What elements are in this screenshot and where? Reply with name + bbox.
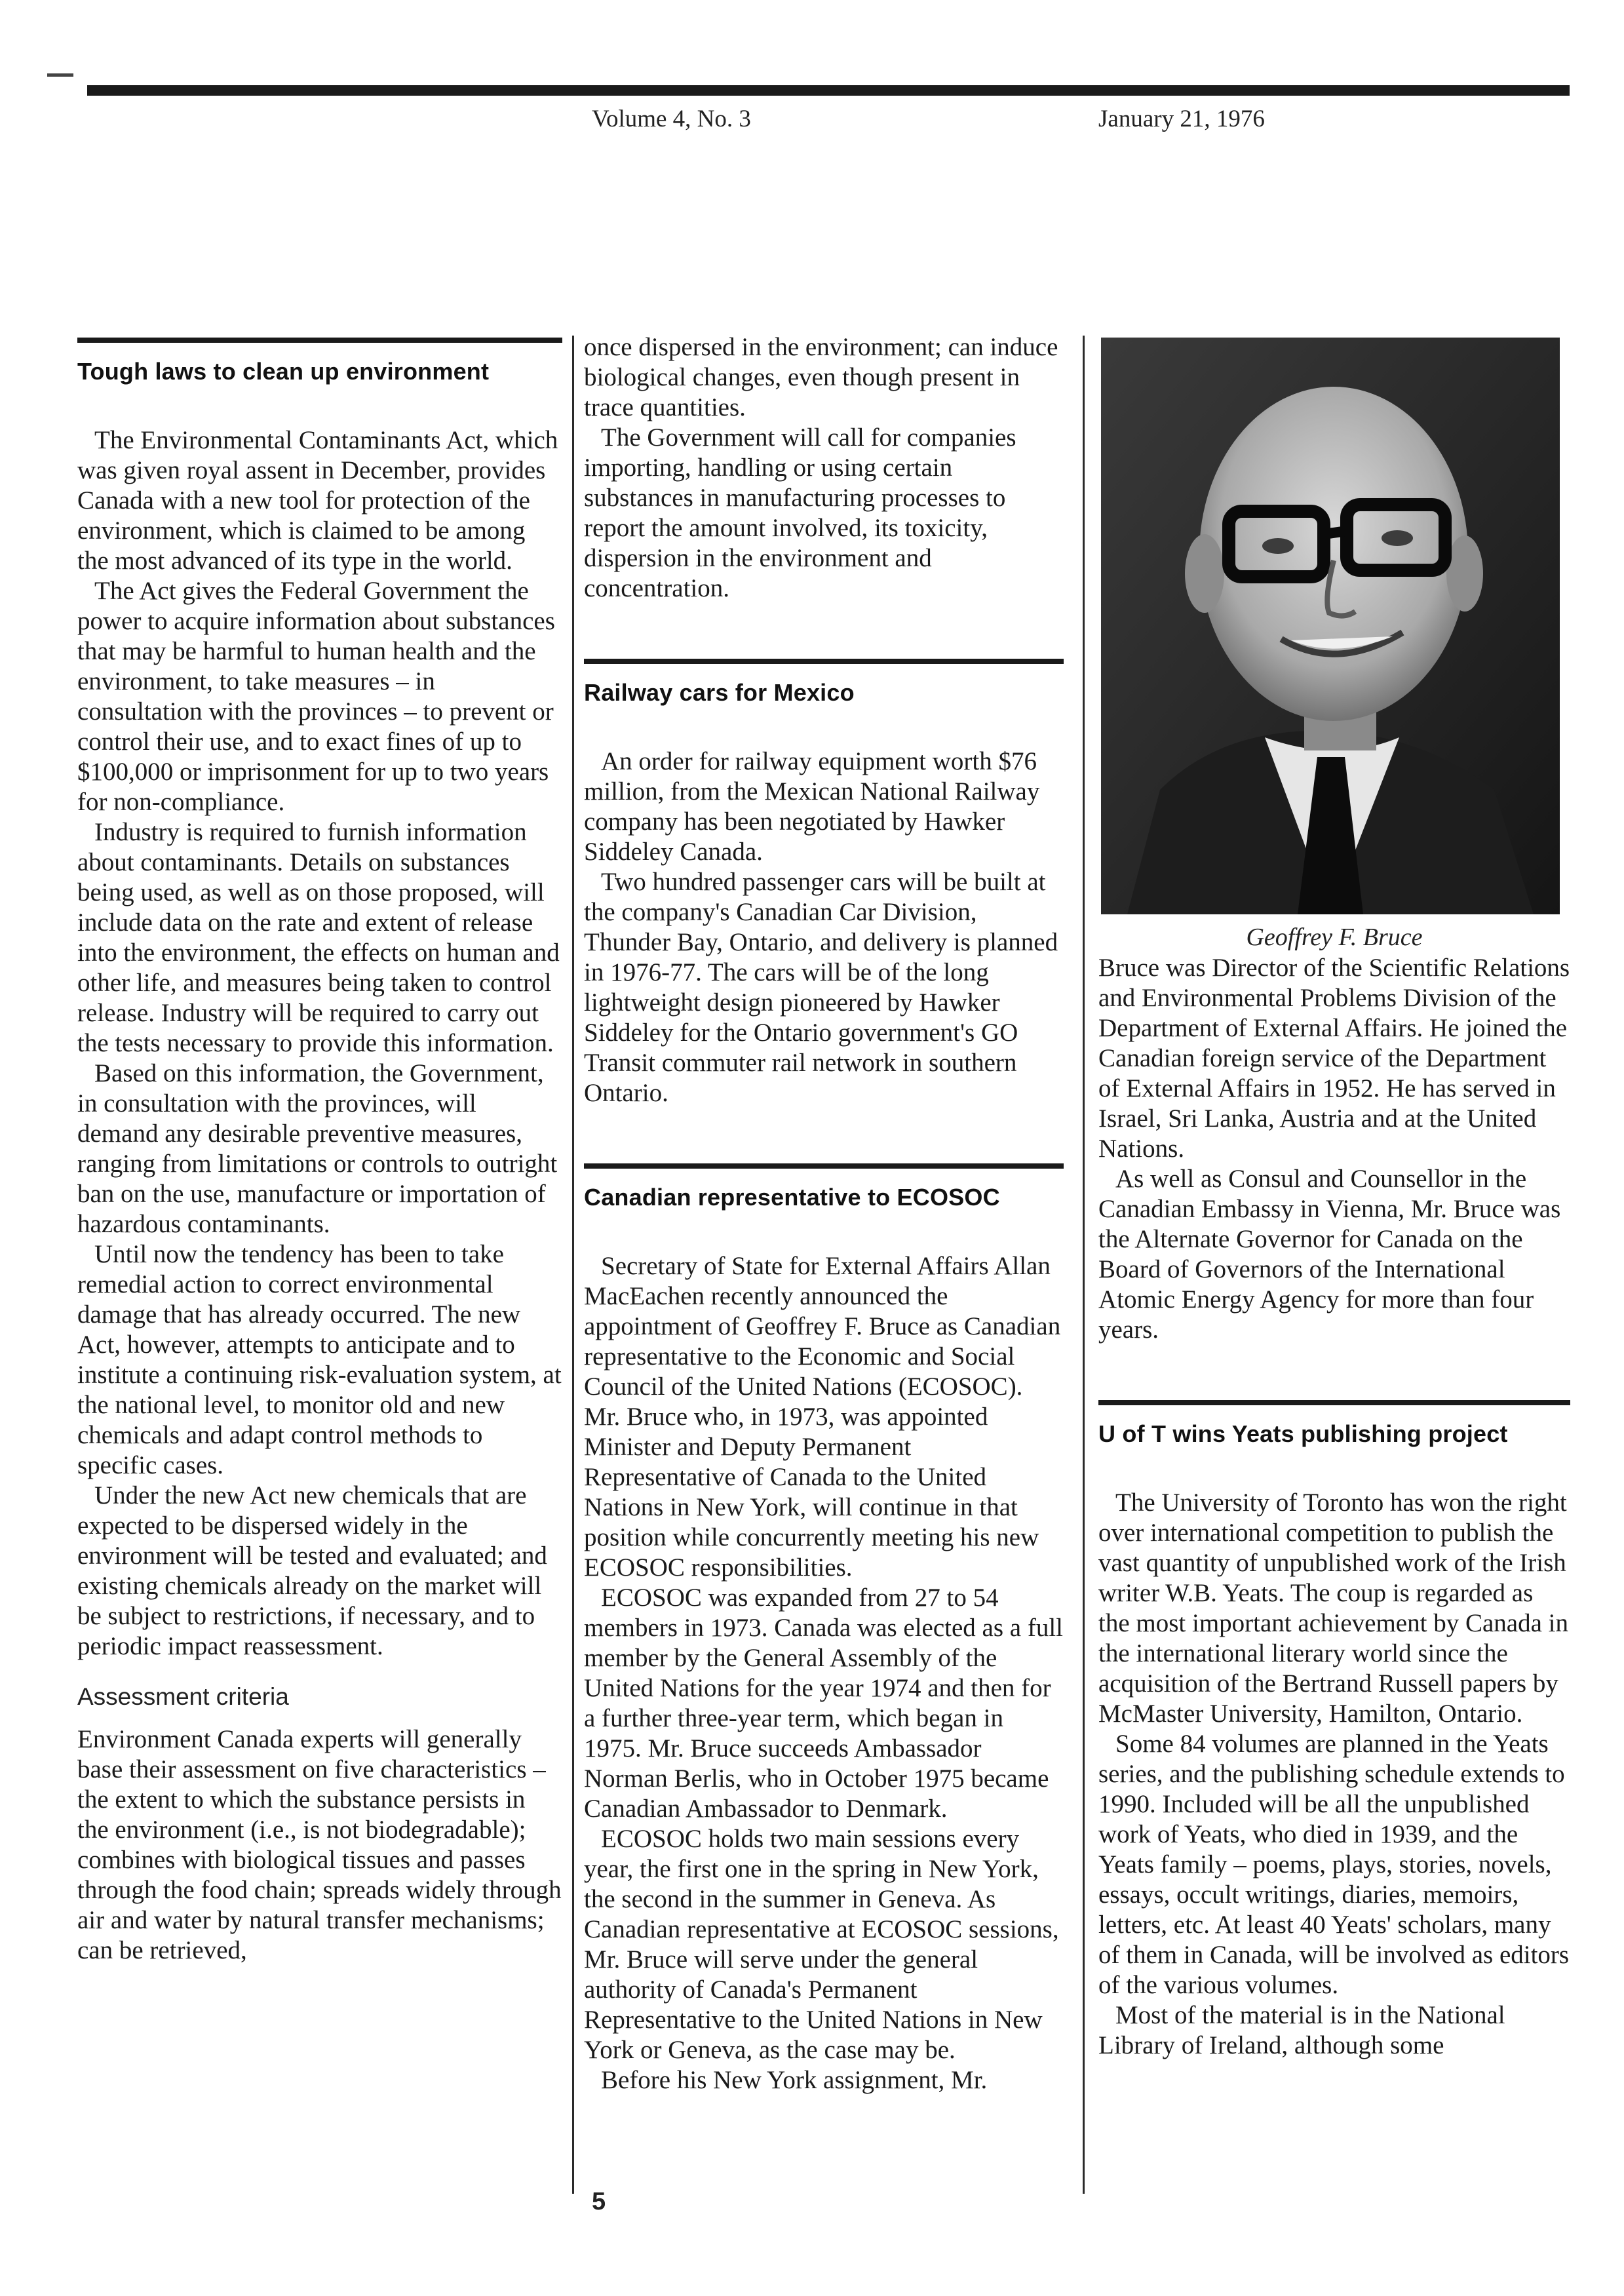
paragraph: As well as Consul and Counsellor in the Canadian Embassy in Vienna, Mr. Bruce was the Alternate Governor for Canada on the Board of Governors of the International Atomic Energy Agency for more than four years. — [1098, 1165, 1561, 1344]
paragraph: Before his New York assignment, Mr. — [601, 2066, 988, 2094]
edge-mark — [47, 73, 73, 77]
article-headline: Tough laws to clean up environment — [77, 358, 490, 385]
paragraph: ECOSOC was expanded from 27 to 54 members in 1973. Canada was elected as a full member by the General Assembly of the United Nations for the year 1974 and then for a further three-year term, which began in 1975. Mr. Bruce succeeds Ambassador Norman Berlis, who in October 1975 became Canadian Ambassador to Denmark. — [584, 1584, 1064, 1823]
column-divider — [572, 336, 574, 2194]
headline-rule — [584, 659, 1064, 664]
paragraph: The Act gives the Federal Government the power to acquire information about substances that may be harmful to human health and the environment, to take measures – in consultation with the provinces – to prevent or control their use, and to exact fines of up to $100,000 or imprisonment for up to two years for non-compliance. — [77, 577, 555, 816]
photo-caption: Geoffrey F. Bruce — [1246, 924, 1423, 951]
paragraph: ECOSOC holds two main sessions every year, the first one in the spring in New York, the second in the summer in Geneva. As Canadian representative at ECOSOC sessions, Mr. Bruce will serve under the general authority of Canada's Permanent Representative to the United Nations in New York or Geneva, as the case may be. — [584, 1825, 1059, 2064]
paragraph: Most of the material is in the National Library of Ireland, although some — [1098, 2001, 1505, 2059]
article-headline: Railway cars for Mexico — [584, 679, 855, 706]
article-headline: U of T wins Yeats publishing project — [1098, 1420, 1508, 1447]
masthead-rule — [87, 85, 1570, 96]
headline-rule — [77, 338, 562, 343]
paragraph: Some 84 volumes are planned in the Yeats series, and the publishing schedule extends to 1990. Included will be all the unpublished work of Yeats, who died in 1939, and the Yeats family – poems, plays, stories, novels, essays, occult writings, diaries, memoirs, letters, etc. At least 40 Yeats' scholars, many of them in Canada, will be involved as editors of the various volumes. — [1098, 1730, 1570, 1999]
volume-number: Volume 4, No. 3 — [592, 106, 751, 132]
column-3 — [1098, 338, 1570, 2061]
portrait-photo — [1101, 338, 1560, 914]
paragraph: Two hundred passenger cars will be built at the company's Canadian Car Division, Thunder Bay, Ontario, and delivery is planned in 1976-77. The cars will be of the long lightweight design pioneered by Hawker Siddeley for the Ontario government's GO Transit commuter rail network in southern Ontario. — [584, 868, 1058, 1107]
issue-date: January 21, 1976 — [1098, 106, 1265, 132]
paragraph: An order for railway equipment worth $76 million, from the Mexican National Railway company has been negotiated by Hawker Siddeley Canada. — [584, 747, 1040, 866]
headline-rule — [584, 1163, 1064, 1169]
paragraph: Until now the tendency has been to take remedial action to correct environmental damage that has already occurred. The new Act, however, attempts to anticipate and to institute a continuing risk-evaluation system, at the national level, to monitor old and new chemicals and adapt control methods to specific cases. — [77, 1240, 562, 1479]
column-divider — [1083, 336, 1085, 2194]
paragraph: The Environmental Contaminants Act, which was given royal assent in December, provides Canada with a new tool for protection of the environment, which is claimed to be among the most advanced of its type in the world. — [77, 426, 558, 575]
paragraph: Bruce was Director of the Scientific Relations and Environmental Problems Division of the Department of External Affairs. He joined the Canadian foreign service of the Department of External Affairs in 1952. He has served in Israel, Sri Lanka, Austria and at the United Nations. — [1098, 954, 1570, 1163]
paragraph: The Government will call for companies importing, handling or using certain substances in manufacturing processes to report the amount involved, its toxicity, dispersion in the environment and concentration. — [584, 423, 1016, 602]
column-2 — [584, 332, 1064, 2095]
headline-rule — [1098, 1400, 1570, 1405]
column-1 — [77, 338, 562, 1966]
page-number: 5 — [592, 2188, 606, 2215]
paragraph: The University of Toronto has won the right over international competition to publish the vast quantity of unpublished work of the Irish writer W.B. Yeats. The coup is regarded as the most important achievement by Canada in the international literary world since the acquisition of the Bertrand Russell papers by McMaster University, Hamilton, Ontario. — [1098, 1489, 1568, 1728]
section-subhead: Assessment criteria — [77, 1683, 289, 1710]
paragraph: once dispersed in the environment; can induce biological changes, even though present in trace quantities. — [584, 333, 1058, 421]
paragraph: Environment Canada experts will generally base their assessment on five characteristics – the extent to which the substance persists in the environment (i.e., is not biodegradable); combines with biological tissues and passes through the food chain; spreads widely through air and water by natural transfer mechanisms; can be retrieved, — [77, 1725, 562, 1964]
article-headline: Canadian representative to ECOSOC — [584, 1184, 1000, 1211]
paragraph: Secretary of State for External Affairs Allan MacEachen recently announced the appointment of Geoffrey F. Bruce as Canadian representative to the Economic and Social Council of the United Nations (ECOSOC). Mr. Bruce who, in 1973, was appointed Minister and Deputy Permanent Representative of Canada to the United Nations in New York, will continue in that position while concurrently meeting his new ECOSOC responsibilities. — [584, 1252, 1061, 1582]
paragraph: Industry is required to furnish information about contaminants. Details on substances being used, as well as on those proposed, will include data on the rate and extent of release into the environment, the effects on human and other life, and measures being taken to control release. Industry will be required to carry out the tests necessary to provide this information. — [77, 818, 560, 1057]
paragraph: Under the new Act new chemicals that are expected to be dispersed widely in the environment will be tested and evaluated; and existing chemicals already on the market will be subject to restrictions, if necessary, and to periodic impact reassessment. — [77, 1481, 547, 1660]
paragraph: Based on this information, the Government, in consultation with the provinces, will demand any desirable preventive measures, ranging from limitations or controls to outright ban on the use, manufacture or importation of hazardous contaminants. — [77, 1059, 558, 1238]
